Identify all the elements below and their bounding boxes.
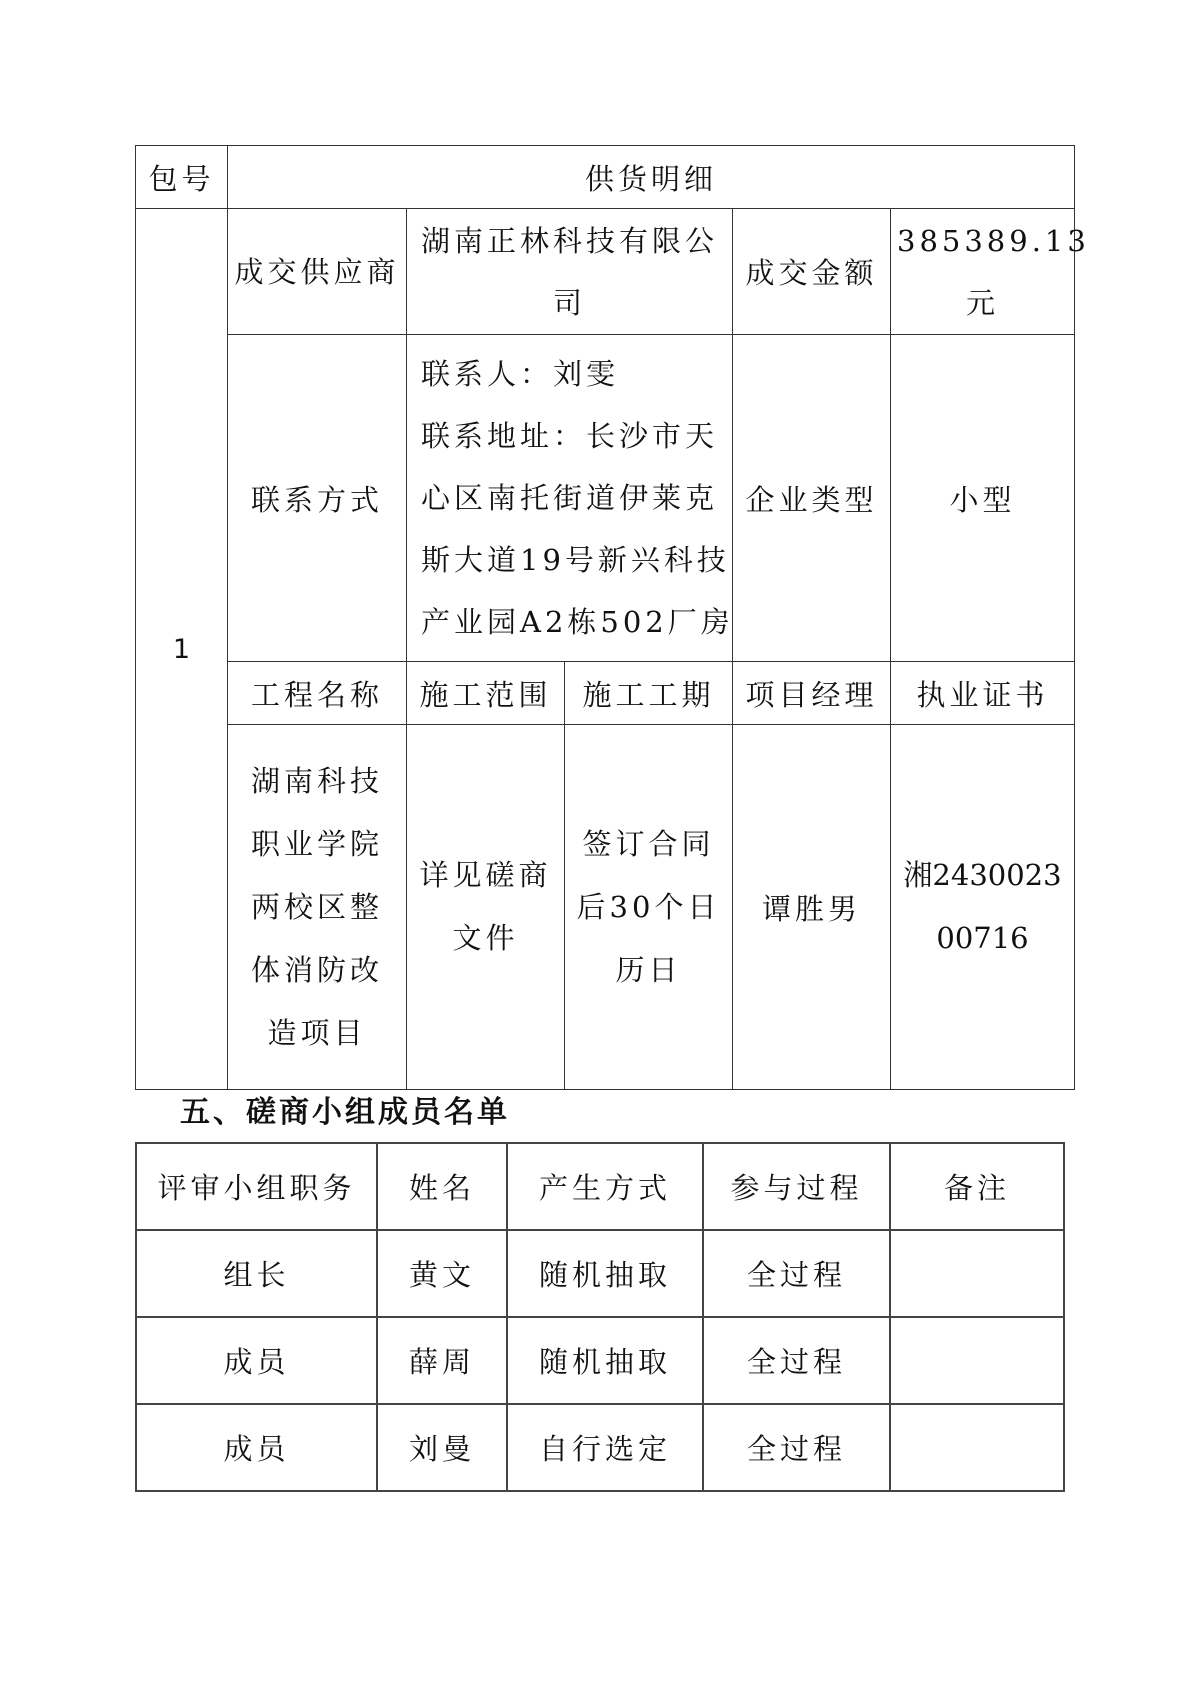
table-row <box>136 1404 1064 1491</box>
member-remarks <box>890 1317 1064 1404</box>
members-header-remarks: 备注 <box>890 1143 1064 1230</box>
member-process: 全过程 <box>703 1230 890 1317</box>
members-table <box>135 1142 1065 1492</box>
contact-label: 联系方式 <box>228 335 407 662</box>
supplier-label: 成交供应商 <box>228 209 407 335</box>
header-supply-details: 供货明细 <box>228 146 1075 209</box>
members-header-method: 产生方式 <box>507 1143 703 1230</box>
award-table <box>135 145 1090 1090</box>
project-duration: 签订合同后30个日历日 <box>565 725 733 1090</box>
contact-line: 心区南托街道伊莱克 <box>421 481 719 515</box>
project-certificate: 湘243002300716 <box>891 725 1075 1090</box>
contact-line: 产业园A2栋502厂房 <box>421 605 734 639</box>
header-package-no: 包号 <box>136 146 228 209</box>
project-header-duration: 施工工期 <box>565 662 733 725</box>
contact-line: 联系人：刘雯 <box>421 357 620 391</box>
table-row <box>136 1230 1064 1317</box>
contact-details <box>407 335 733 662</box>
amount-label: 成交金额 <box>733 209 891 335</box>
contact-line: 斯大道19号新兴科技 <box>421 543 730 577</box>
project-header-manager: 项目经理 <box>733 662 891 725</box>
member-role: 组长 <box>136 1230 377 1317</box>
member-process: 全过程 <box>703 1404 890 1491</box>
company-type-value: 小型 <box>891 335 1075 662</box>
project-scope: 详见磋商文件 <box>407 725 565 1090</box>
project-header-certificate: 执业证书 <box>891 662 1075 725</box>
package-number: 1 <box>136 209 228 1090</box>
member-process: 全过程 <box>703 1317 890 1404</box>
company-type-label: 企业类型 <box>733 335 891 662</box>
supplier-name: 湖南正林科技有限公司 <box>407 209 733 335</box>
project-manager: 谭胜男 <box>733 725 891 1090</box>
member-remarks <box>890 1230 1064 1317</box>
member-name: 黄文 <box>377 1230 507 1317</box>
project-header-name: 工程名称 <box>228 662 407 725</box>
member-method: 自行选定 <box>507 1404 703 1491</box>
amount-value: 385389.13元 <box>891 209 1075 335</box>
members-header-role: 评审小组职务 <box>136 1143 377 1230</box>
table-row <box>136 1317 1064 1404</box>
members-header-process: 参与过程 <box>703 1143 890 1230</box>
member-role: 成员 <box>136 1404 377 1491</box>
member-name: 刘曼 <box>377 1404 507 1491</box>
project-name: 湖南科技职业学院两校区整体消防改造项目 <box>228 725 407 1090</box>
member-method: 随机抽取 <box>507 1317 703 1404</box>
section-heading: 五、磋商小组成员名单 <box>180 1095 510 1130</box>
member-method: 随机抽取 <box>507 1230 703 1317</box>
project-header-scope: 施工范围 <box>407 662 565 725</box>
members-header-name: 姓名 <box>377 1143 507 1230</box>
contact-line: 联系地址：长沙市天 <box>421 419 719 453</box>
member-role: 成员 <box>136 1317 377 1404</box>
member-remarks <box>890 1404 1064 1491</box>
member-name: 薛周 <box>377 1317 507 1404</box>
